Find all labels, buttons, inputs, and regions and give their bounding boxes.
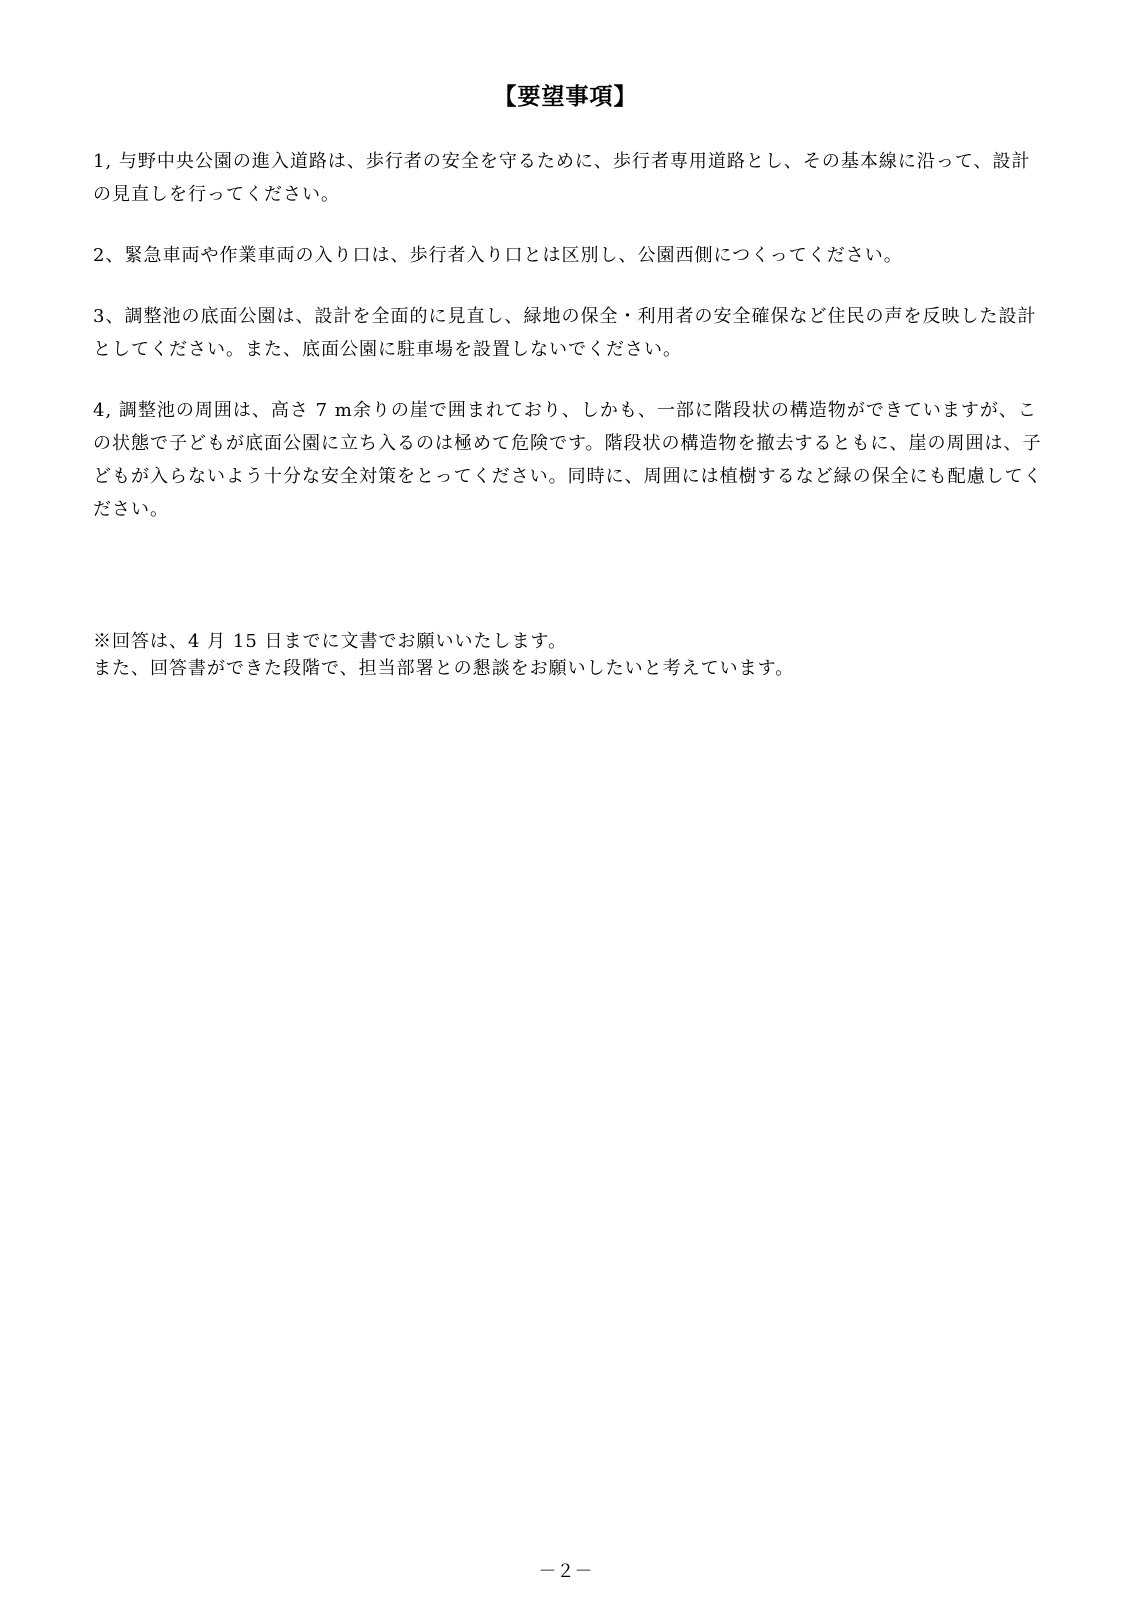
request-list bbox=[93, 145, 1043, 554]
document-title: 【要望事項】 bbox=[493, 84, 638, 110]
note-line-1: ※回答は、4 月 15 日までに文書でお願いいたします。 bbox=[93, 631, 568, 652]
request-item-1: 1, 与野中央公園の進入道路は、歩行者の安全を守るために、歩行者専用道路とし、その基本線に沿って、設計の見直しを行ってください。 bbox=[93, 151, 1031, 205]
request-item-3: 3、調整池の底面公園は、設計を全面的に見直し、緑地の保全・利用者の安全確保など住民の声を反映した設計としてください。また、底面公園に駐車場を設置しないでください。 bbox=[93, 306, 1037, 360]
note-line-2: また、回答書ができた段階で、担当部署との懇談をお願いしたいと考えています。 bbox=[93, 658, 795, 679]
request-item-2: 2、緊急車両や作業車両の入り口は、歩行者入り口とは区別し、公園西側につくってください。 bbox=[93, 245, 903, 266]
notes-section bbox=[93, 628, 1043, 682]
request-item-4: 4, 調整池の周囲は、高さ 7 m余りの崖で囲まれており、しかも、一部に階段状の構造物ができていますが、この状態で子どもが底面公園に立ち入るのは極めて危険です。階段状の構造物を撤去するともに、崖の周囲は、子どもが入らないよう十分な安全対策をとってください。同時に、周囲には植樹するなど緑の保全にも配慮してください。 bbox=[93, 400, 1043, 520]
page-number: －２－ bbox=[538, 1561, 593, 1582]
